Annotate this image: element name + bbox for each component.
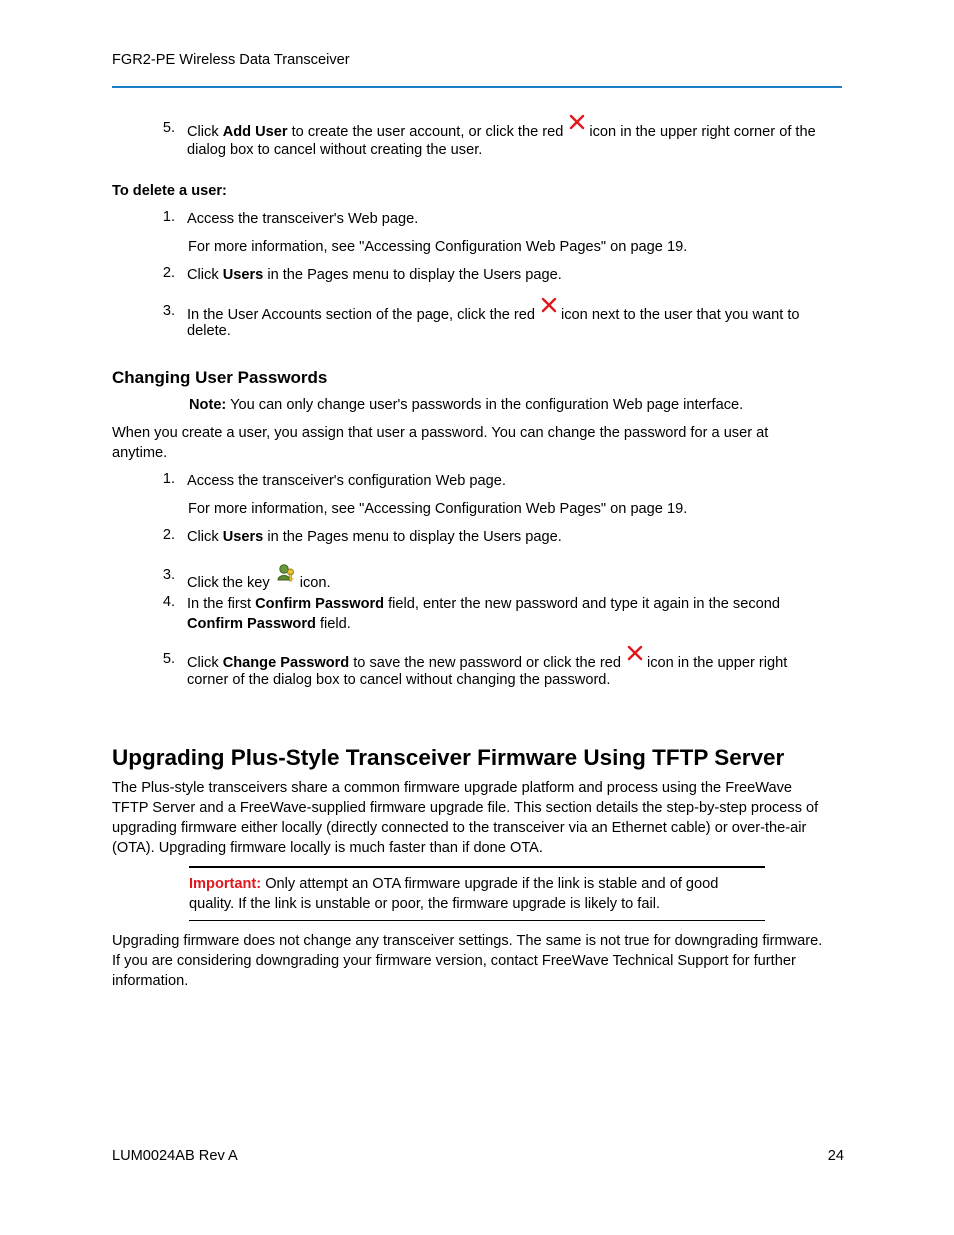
paragraph-line: information. bbox=[112, 973, 189, 989]
procedure-heading: To delete a user: bbox=[112, 183, 227, 199]
list-item-text: Click the key icon. bbox=[187, 567, 331, 593]
cross-reference-text: For more information, see "Accessing Configuration Web Pages" on page 19. bbox=[188, 239, 688, 255]
list-item-text: Access the transceiver's Web page. bbox=[187, 211, 419, 227]
list-item-text: Click Add User to create the user account, or click the red icon in the upper right corner of the bbox=[187, 120, 816, 142]
paragraph-line: TFTP Server and a FreeWave-supplied firmware upgrade file. This section details the step-by-step process of bbox=[112, 800, 819, 816]
red-x-close-icon bbox=[627, 645, 643, 667]
list-number: 1. bbox=[162, 471, 175, 487]
important-note: Important: Only attempt an OTA firmware upgrade if the link is stable and of good bbox=[189, 876, 719, 892]
paragraph-line: The Plus-style transceivers share a common firmware upgrade platform and process using the FreeWave bbox=[112, 780, 792, 796]
list-item-text: Click Users in the Pages menu to display the Users page. bbox=[187, 267, 562, 283]
list-item-text: In the User Accounts section of the page, click the red icon next to the user that you want to bbox=[187, 303, 800, 325]
list-number: 2. bbox=[162, 265, 175, 281]
paragraph-line: upgrading firmware either locally (directly connected to the transceiver via an Ethernet cable) or over-the-air bbox=[112, 820, 807, 836]
list-number: 3. bbox=[162, 303, 175, 319]
header-rule bbox=[112, 86, 842, 88]
list-number: 1. bbox=[162, 209, 175, 225]
list-number: 2. bbox=[162, 527, 175, 543]
list-item-text-continued: Confirm Password field. bbox=[187, 616, 351, 632]
red-x-delete-icon bbox=[541, 297, 557, 319]
list-number: 5. bbox=[162, 120, 175, 136]
major-section-heading: Upgrading Plus-Style Transceiver Firmware Using TFTP Server bbox=[112, 745, 785, 770]
important-box-bottom-rule bbox=[189, 920, 765, 921]
paragraph-line: If you are considering downgrading your firmware version, contact FreeWave Technical Support for further bbox=[112, 953, 796, 969]
key-icon bbox=[276, 563, 296, 589]
section-heading: Changing User Passwords bbox=[112, 368, 328, 387]
paragraph-line: (OTA). Upgrading firmware locally is much faster than if done OTA. bbox=[112, 840, 543, 856]
footer-page-number: 24 bbox=[827, 1148, 844, 1164]
list-item-text-continued: corner of the dialog box to cancel without changing the password. bbox=[187, 672, 611, 688]
paragraph-line: Upgrading firmware does not change any transceiver settings. The same is not true for downgrading firmware. bbox=[112, 933, 823, 949]
list-number: 4. bbox=[162, 594, 175, 610]
note: Note: You can only change user's passwords in the configuration Web page interface. bbox=[189, 397, 744, 413]
paragraph-line: anytime. bbox=[112, 445, 168, 461]
important-box-top-rule bbox=[189, 866, 765, 868]
list-number: 3. bbox=[162, 567, 175, 583]
list-item-text: Access the transceiver's configuration Web page. bbox=[187, 473, 506, 489]
footer-doc-id: LUM0024AB Rev A bbox=[112, 1148, 238, 1164]
list-item-text-continued: delete. bbox=[187, 323, 231, 339]
important-note-continued: quality. If the link is unstable or poor, the firmware upgrade is likely to fail. bbox=[189, 896, 661, 912]
list-number: 5. bbox=[162, 651, 175, 667]
cross-reference-text: For more information, see "Accessing Configuration Web Pages" on page 19. bbox=[188, 501, 688, 517]
list-item-text: Click Change Password to save the new password or click the red icon in the upper right bbox=[187, 651, 787, 673]
running-header: FGR2-PE Wireless Data Transceiver bbox=[112, 52, 350, 68]
list-item-text: Click Users in the Pages menu to display the Users page. bbox=[187, 529, 562, 545]
paragraph-line: When you create a user, you assign that user a password. You can change the password for a user at bbox=[112, 425, 769, 441]
red-x-close-icon bbox=[569, 114, 585, 136]
list-item-text: In the first Confirm Password field, enter the new password and type it again in the second bbox=[187, 596, 780, 612]
list-item-text-continued: dialog box to cancel without creating the user. bbox=[187, 142, 483, 158]
